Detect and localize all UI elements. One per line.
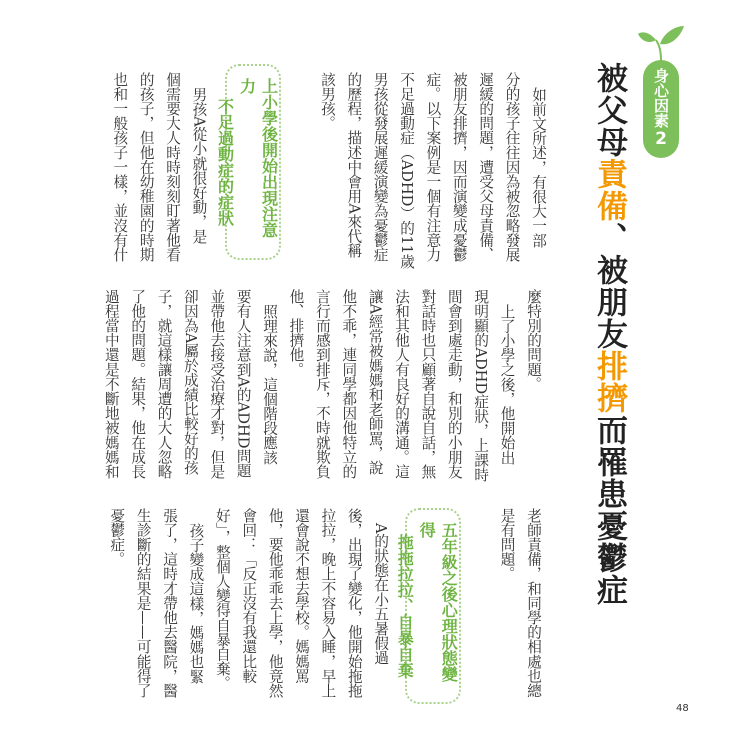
body-text-column: 言行而感到排斥，不時就欺負 [313,289,331,479]
title-segment: 、被朋友 [591,222,627,350]
body-text-column: 會回：「反正沒有我還比較 [240,508,258,684]
section-badge [643,60,679,158]
body-text-column: 的孩子，但他在幼稚園的時期 [137,72,155,262]
sprout-leaf-icon [636,24,686,64]
section-heading [395,508,461,704]
section-heading-line: 拖拖拉拉、自暴自棄 [395,534,415,678]
body-text-column: 遲緩的問題，遭受父母責備、 [477,72,495,262]
body-text-column: 上了小學之後，他開始出 [498,303,516,465]
body-text-column: 對話時也只顧著自說自話，無 [419,289,437,479]
body-text-column: 被朋友排擠，因而演變成憂鬱 [450,72,468,262]
body-text-column: 的歷程，描述中會用A來代稱 [345,72,363,258]
body-text-column: 如前文所述，有很大一部 [530,86,547,248]
body-text-column: 卻因為A屬於成績比較好的孩 [181,289,199,475]
body-text-column: 男孩A從小就很好動，是 [190,86,208,244]
body-text-column: 照理來說，這個階段應該 [261,303,279,465]
section-heading [215,64,281,260]
body-text-column: 是有問題。 [498,508,516,581]
body-text-column: 法和其他人有良好的溝通。這 [393,289,411,479]
body-text-column: 張了，這時才帶他去醫院，醫 [161,508,179,698]
badge-number: 2 [655,129,667,149]
title-segment: 而罹患憂鬱症 [591,414,627,606]
body-text-column: 後，出現了變化，他開始拖拖 [345,508,363,698]
title-highlight: 責備 [591,158,627,222]
section-heading-line: 上小學後開始出現注意力 [237,78,279,238]
body-text-column: 他不乖，連同學都因他特立的 [340,289,358,479]
body-text-column: 個需要大人時時刻刻盯著他看 [164,72,182,262]
body-text-column: 分的孩子往往因為被忽略發展 [503,72,521,262]
body-text-column: 現明顯的ADHD症狀，上課時 [472,289,490,482]
page-title [592,62,626,606]
body-text-column: 了他的問題。結果，他在成長 [129,289,147,479]
body-text-column: 麼特別的問題。 [525,289,542,392]
body-text-column: 也和一般孩子一樣，並沒有什 [111,72,129,262]
body-text-column: 間會到處走動，和別的小朋友 [445,289,463,479]
body-text-column: 孩子變成這樣，媽媽也緊 [187,522,205,684]
body-text-column: 並帶他去接受治療才對，但是 [208,289,226,479]
section-heading-line: 不足過動症的症狀 [215,98,235,226]
body-text-column: 還會說不想去學校。媽媽罵 [293,508,311,684]
body-text-column: 憂鬱症。 [108,508,126,567]
body-text-column: 該男孩。 [318,72,336,131]
section-heading-line: 五年級之後心理狀態變得 [417,522,459,682]
body-text-column: 子，就這樣讓周遭的大人忽略 [155,289,173,479]
body-text-column: 生診斷的結果是——可能得了 [134,508,152,698]
body-text-column: 症。以下案例是一個有注意力 [424,72,442,262]
page-number: 48 [676,703,689,714]
body-text-column: 他，要他乖乖去上學，他竟然 [266,508,284,698]
title-highlight: 排擠 [591,350,627,414]
body-text-column: 老師責備，和同學的相處也總 [525,508,542,698]
body-text-column: 過程當中還是不斷地被媽媽和 [102,289,120,479]
body-text-column: A的狀態在小五暑假過 [372,522,390,665]
text-band-middle [97,289,546,484]
text-band-top [106,72,551,267]
title-segment: 被父母 [591,62,627,158]
body-text-column: 讓A經常被媽媽和老師罵，說 [366,289,384,475]
body-text-column: 拉拉，晚上不容易入睡，早上 [319,508,337,698]
badge-label: 身心因素 [652,68,670,128]
body-text-column: 要有人注意到A的ADHD問題 [234,289,252,478]
body-text-column: 他、排擠他。 [287,289,305,377]
body-text-column: 男孩從發展遲緩演變為憂鬱症 [371,72,389,262]
body-text-column: 不足過動症（ADHD）的11歲 [398,72,416,269]
body-text-column: 好」，整個人變得自暴自棄。 [213,508,231,691]
text-band-bottom [103,508,546,703]
